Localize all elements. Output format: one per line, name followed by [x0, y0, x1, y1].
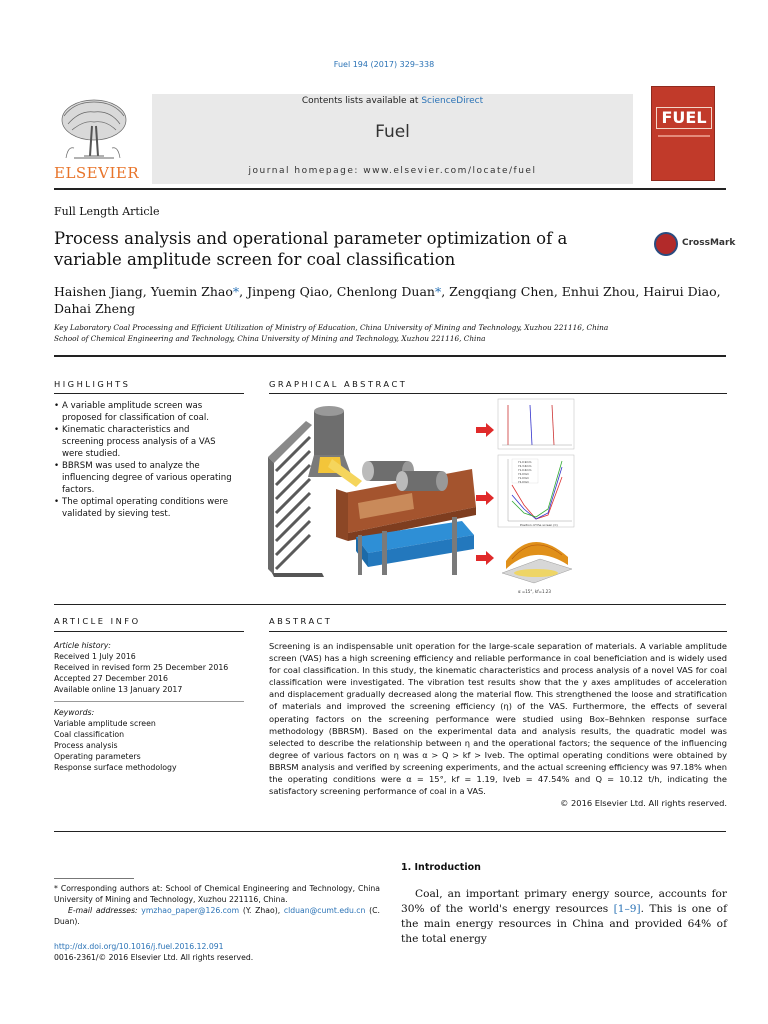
- elsevier-logo: [54, 96, 140, 182]
- abstract-copyright: © 2016 Elsevier Ltd. All rights reserved.: [560, 798, 727, 809]
- doi-link[interactable]: http://dx.doi.org/10.1016/j.fuel.2016.12.091: [54, 942, 224, 951]
- journal-homepage[interactable]: journal homepage: www.elsevier.com/locate/fuel: [248, 166, 537, 176]
- history-item: Accepted 27 December 2016: [54, 674, 168, 683]
- affiliations: [54, 322, 734, 344]
- highlights-rule: [54, 393, 244, 394]
- cover-title: FUEL: [656, 107, 712, 129]
- email-label: E-mail addresses:: [68, 906, 138, 915]
- footnote-rule: [54, 878, 134, 879]
- crossmark-label: CrossMark: [682, 238, 736, 248]
- authors-part-2: , Jinpeng Qiao, Chenlong Duan: [239, 284, 435, 299]
- email-name-duan: (C. Duan).: [54, 906, 380, 926]
- history-item: Available online 13 January 2017: [54, 685, 183, 694]
- author-list: [54, 283, 734, 317]
- article-info-rule: [54, 631, 244, 632]
- crossmark-icon: [654, 232, 678, 256]
- corresponding-star[interactable]: *: [232, 284, 240, 299]
- doi-block: [54, 941, 253, 963]
- email-line: [54, 905, 380, 927]
- reference-link[interactable]: [1–9]: [613, 903, 641, 915]
- abstract-text: Screening is an indispensable unit operation for the large-scale separation of materials. A variable amplitude screen (VAS) has a high screening efficiency and reliable performance in coal beneficiation and is widely used for coal classification. In this study, the kinematic characteristics and process analysis of a novel VAS for coal classification were investigated. The vibration test results show that the y axes amplitudes of acceleration and displacement gradually decreased along the material flow. This strengthened the loose and stratification of materials and improved the screening efficiency (η) of the VAS. Furthermore, the effects of several operating factors on the screening performance were studied using Box–Behnken response surface methodology (BBRSM). Based on the experimental data and analysis results, the quadratic model was selected to describe the relationship between η and the operational factors; the sequence of the influencing degree of various factors on η was α > Q > kf > Iveb. The optimal operating conditions were obtained by BBRSM analysis and verified by screening experiments, and the actual screening efficiency was 97.18% when the operating conditions were α = 15°, kf = 1.19, Iveb = 47.54% and Q = 10.12 t/h, indicating the satisfactory screening performance of coal in a VAS.: [269, 641, 727, 797]
- history-item: Received in revised form 25 December 2016: [54, 663, 229, 672]
- keyword: Operating parameters: [54, 752, 141, 761]
- keywords-label: Keywords:: [54, 708, 95, 717]
- acceleration-plots: [498, 399, 574, 449]
- corresponding-note: * Corresponding authors at: School of Chemical Engineering and Technology, China University of Mining and Technology, Xuzhou 221116, China.: [54, 884, 380, 904]
- introduction-paragraph: [401, 887, 727, 947]
- affiliation-2: School of Chemical Engineering and Technology, China University of Mining and Technology, Xuzhou 221116, China: [54, 334, 486, 343]
- legend-entry: Y2-0mm: [518, 473, 529, 476]
- keyword: Coal classification: [54, 730, 125, 739]
- contents-line: [152, 96, 633, 106]
- journal-cover: [651, 86, 715, 181]
- authors-part-1: Haishen Jiang, Yuemin Zhao: [54, 284, 233, 299]
- article-history: [54, 640, 244, 695]
- affiliation-1: Key Laboratory Coal Processing and Efficient Utilization of Ministry of Education, China University of Mining and Technology, Xuzhou 221116, China: [54, 323, 609, 332]
- email-link-zhao[interactable]: ymzhao_paper@126.com: [141, 906, 240, 915]
- journal-name: Fuel: [375, 122, 410, 142]
- history-item: Received 1 July 2016: [54, 652, 136, 661]
- article-info-heading: ARTICLE INFO: [54, 616, 141, 626]
- authors-part-4: Dahai Zheng: [54, 301, 136, 316]
- response-surface-plot: [502, 542, 572, 594]
- email-link-duan[interactable]: clduan@cumt.edu.cn: [283, 906, 366, 915]
- intro-text-start: Coal, an important primary energy source, accounts for 30% of the world's energy resources: [401, 888, 727, 915]
- journal-header: [152, 94, 633, 184]
- crossmark-badge[interactable]: [654, 232, 734, 258]
- email-name-zhao: (Y. Zhao),: [242, 906, 281, 915]
- abstract-body: [269, 640, 727, 809]
- abstract-heading: ABSTRACT: [269, 616, 333, 626]
- graphical-abstract-figure: [262, 397, 578, 597]
- displacement-chart: [498, 455, 574, 527]
- highlight-item: • The optimal operating conditions were validated by sieving test.: [54, 496, 234, 520]
- highlight-item: • Kinematic characteristics and screening process analysis of a VAS were studied.: [54, 424, 234, 460]
- introduction-heading: 1. Introduction: [401, 862, 481, 873]
- contents-prefix: Contents lists available at: [301, 96, 419, 106]
- body-divider: [54, 831, 726, 832]
- history-label: Article history:: [54, 641, 111, 650]
- vas-machine-illustration: [262, 397, 578, 597]
- elsevier-wordmark: ELSEVIER: [54, 164, 140, 182]
- keyword: Response surface methodology: [54, 763, 177, 772]
- article-type: Full Length Article: [54, 205, 160, 218]
- highlight-item: • BBRSM was used to analyze the influencing degree of various operating factors.: [54, 460, 234, 496]
- red-arrows: [476, 423, 494, 565]
- intro-text-end: . This is one of the main energy resources in China and provided 64% of the total energy: [401, 903, 727, 945]
- keywords-rule: [54, 701, 244, 702]
- keywords-block: [54, 707, 244, 773]
- article-title: Process analysis and operational parameter optimization of a variable amplitude screen for coal classification: [54, 229, 568, 269]
- legend-entry: Y1-0mm: [518, 477, 529, 480]
- elsevier-tree-icon: [54, 96, 134, 166]
- legend-entry: Y2-0mm: [518, 481, 529, 484]
- highlights-list: [54, 400, 234, 520]
- sciencedirect-link[interactable]: ScienceDirect: [421, 96, 484, 106]
- keyword: Process analysis: [54, 741, 118, 750]
- corresponding-star[interactable]: *: [434, 284, 442, 299]
- highlights-heading: HIGHLIGHTS: [54, 379, 131, 389]
- legend-entry: Y1-0.6mm: [518, 469, 532, 472]
- corresponding-footnote: [54, 883, 380, 927]
- legend-entry: Y1-0.9mm: [518, 461, 532, 464]
- abstract-rule: [269, 631, 727, 632]
- legend-entry: Y2-3.6mm: [518, 465, 532, 468]
- exciter-motors: [362, 461, 448, 491]
- affiliation-rule: [54, 355, 726, 357]
- keyword: Variable amplitude screen: [54, 719, 156, 728]
- journal-citation[interactable]: Fuel 194 (2017) 329–338: [333, 60, 435, 69]
- chart-x-label: Position of the screen (C): [520, 523, 558, 527]
- cover-line: [658, 135, 710, 137]
- section-divider: [54, 604, 726, 605]
- header-rule: [54, 188, 726, 190]
- authors-part-3: , Zengqiang Chen, Enhui Zhou, Hairui Diao,: [441, 284, 721, 299]
- highlight-item: • A variable amplitude screen was proposed for classification of coal.: [54, 400, 234, 424]
- issn-line: 0016-2361/© 2016 Elsevier Ltd. All rights reserved.: [54, 953, 254, 962]
- graphical-abstract-rule: [269, 393, 727, 394]
- graphical-abstract-heading: GRAPHICAL ABSTRACT: [269, 379, 408, 389]
- surface-plot-label: α =15°, kf=1.23: [518, 589, 551, 594]
